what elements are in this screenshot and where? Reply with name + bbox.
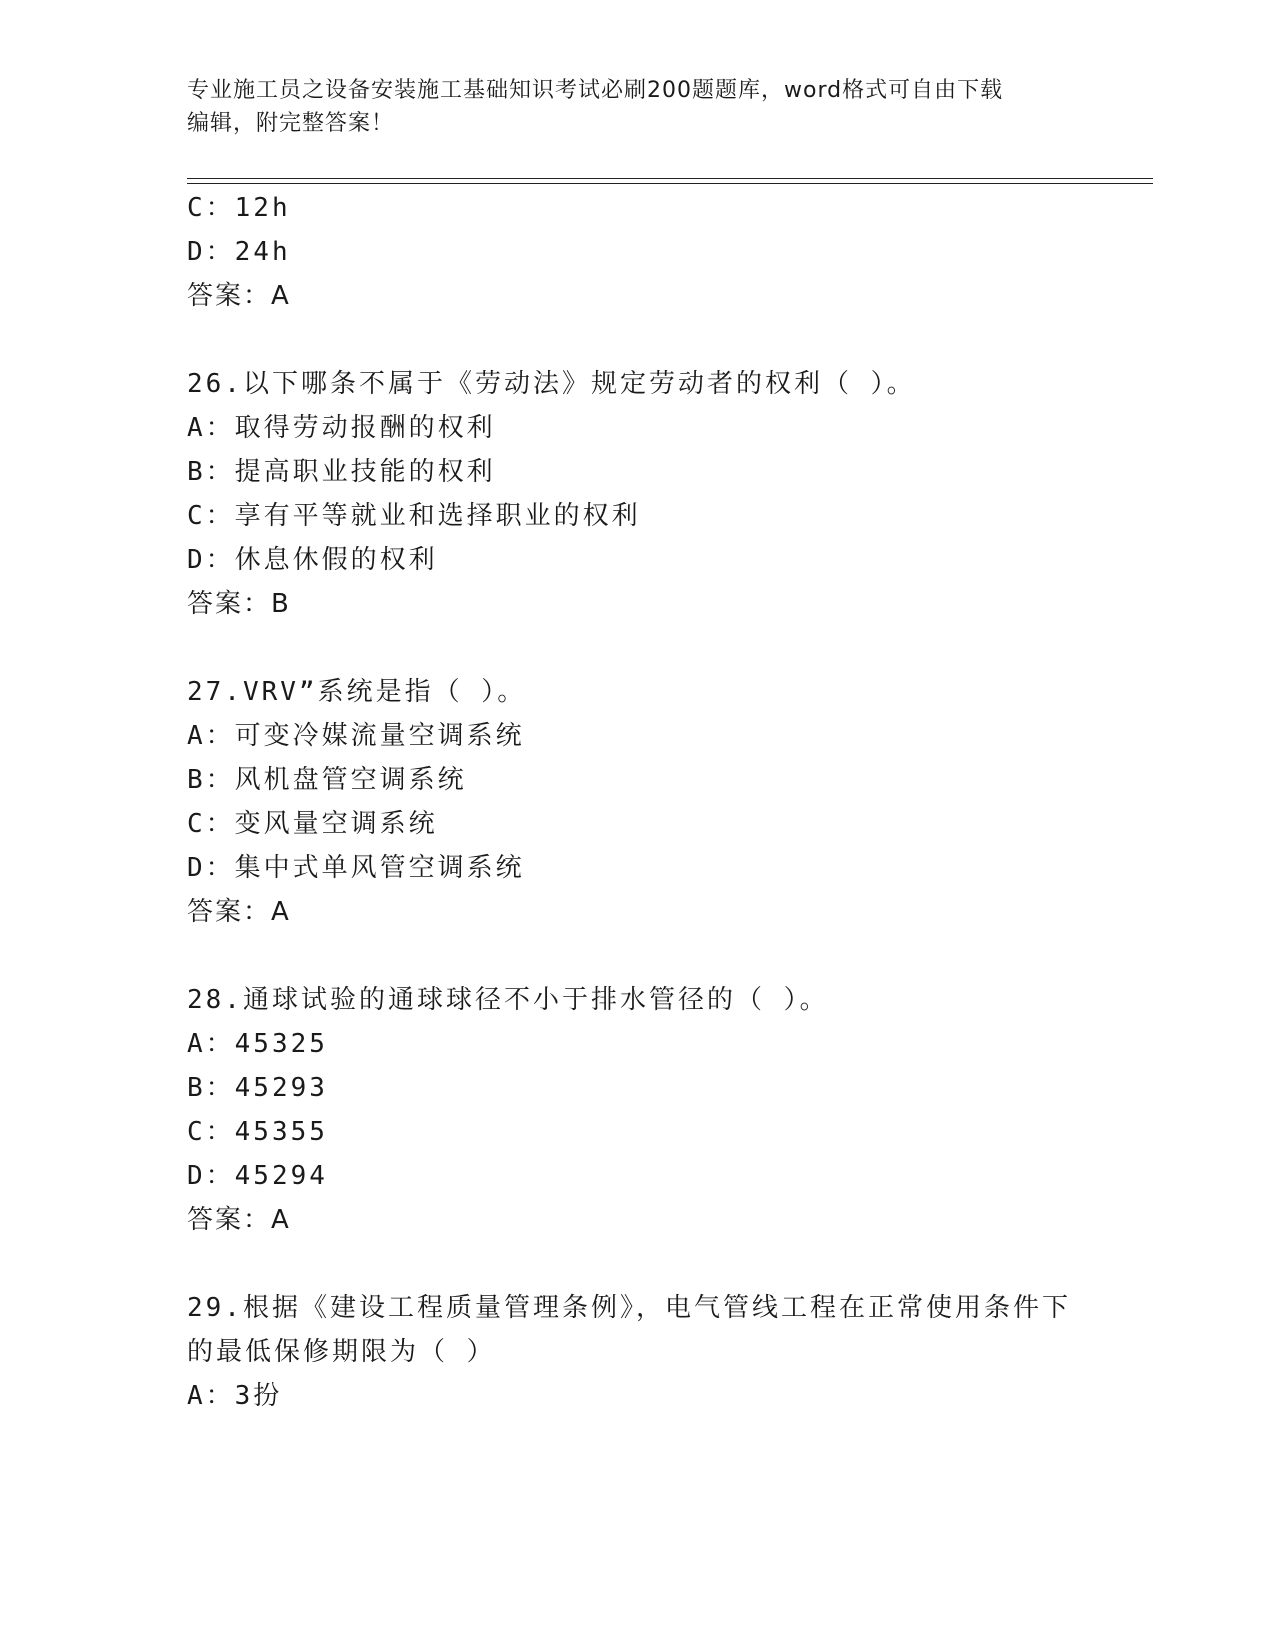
question-27-stem: 27.VRV”系统是指（ ）。	[187, 677, 527, 707]
option-c: C：享有平等就业和选择职业的权利	[187, 501, 641, 531]
answer-line: 答案：A	[187, 281, 291, 311]
question-29-stem-line-1: 29.根据《建设工程质量管理条例》，电气管线工程在正常使用条件下	[187, 1293, 1071, 1323]
document-title	[187, 74, 1087, 140]
answer-line: 答案：A	[187, 897, 291, 927]
option-a: A：3扮	[187, 1381, 283, 1411]
header-divider-top	[187, 178, 1153, 179]
header-divider-bottom	[187, 183, 1153, 184]
option-a: A：45325	[187, 1029, 328, 1059]
option-b: B：风机盘管空调系统	[187, 765, 467, 795]
option-c: C：45355	[187, 1117, 328, 1147]
option-d: D：休息休假的权利	[187, 545, 438, 575]
answer-line: 答案：A	[187, 1205, 291, 1235]
answer-line: 答案：B	[187, 589, 291, 619]
option-b: B：45293	[187, 1073, 328, 1103]
option-c: C：变风量空调系统	[187, 809, 438, 839]
option-d: D：24h	[187, 237, 291, 267]
option-a: A：取得劳动报酬的权利	[187, 413, 496, 443]
option-a: A：可变冷媒流量空调系统	[187, 721, 525, 751]
option-c: C：12h	[187, 193, 291, 223]
title-line-1: 专业施工员之设备安装施工基础知识考试必刷200题题库，word格式可自由下载	[187, 78, 1004, 103]
question-28-stem: 28.通球试验的通球球径不小于排水管径的（ ）。	[187, 985, 829, 1015]
option-d: D：45294	[187, 1161, 328, 1191]
title-line-2: 编辑，附完整答案！	[187, 111, 395, 136]
question-26-stem: 26.以下哪条不属于《劳动法》规定劳动者的权利（ ）。	[187, 369, 916, 399]
option-b: B：提高职业技能的权利	[187, 457, 496, 487]
option-d: D：集中式单风管空调系统	[187, 853, 525, 883]
question-29-stem-line-2: 的最低保修期限为（ ）	[187, 1337, 496, 1367]
